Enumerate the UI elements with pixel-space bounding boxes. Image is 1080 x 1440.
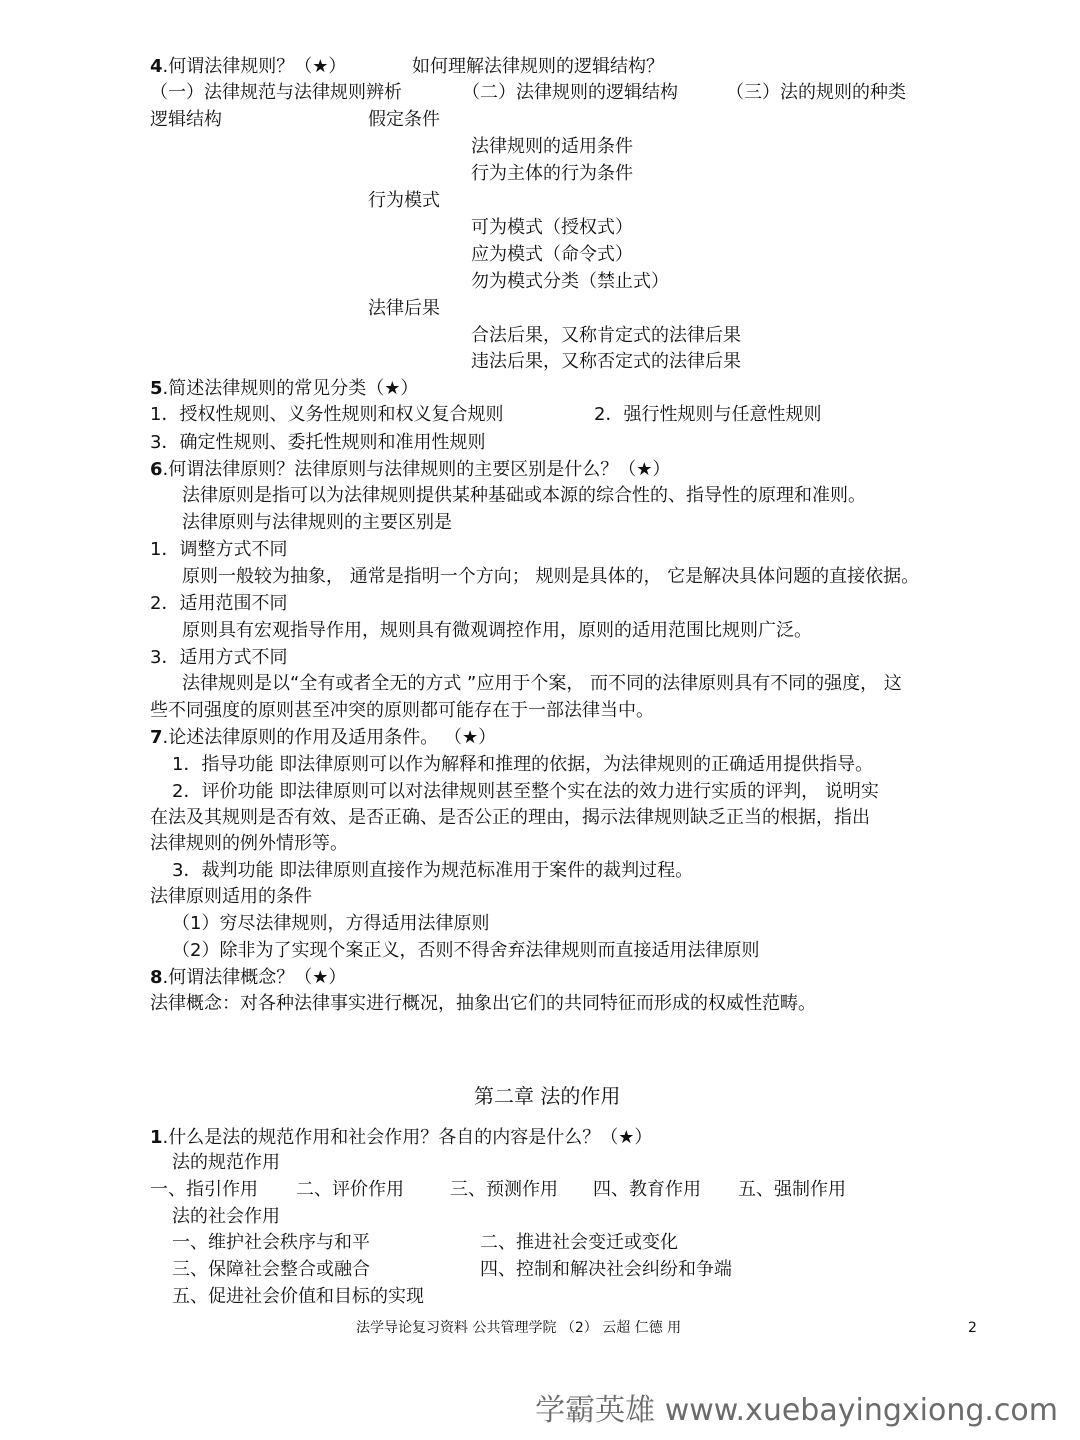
q8-definition: 法律概念：对各种法律事实进行概况，抽象出它们的共同特征而形成的权威性范畴。 (150, 993, 816, 1014)
norm-function-label: 法的规范作用 (172, 1152, 280, 1173)
q6-diff-1-text: 原则一般较为抽象， 通常是指明一个方向； 规则是具体的， 它是解决具体问题的直接依据。 (182, 566, 920, 587)
q4-part-1: （一）法律规范与法律规则辨析 (150, 82, 402, 103)
q5-item: 2．强行性规则与任意性规则 (594, 404, 822, 425)
q7-number: 7 (150, 727, 163, 748)
consequence-item: 合法后果，又称肯定式的法律后果 (471, 325, 741, 346)
q7-function-2: 2．评价功能 即法律原则可以对法律规则甚至整个实在法的效力进行实质的评判， 说明实 (172, 781, 879, 802)
q6-title: .何谓法律原则？法律原则与法律规则的主要区别是什么？（★） (162, 459, 671, 480)
chapter-title: 第二章 法的作用 (474, 1084, 621, 1108)
ch2-q1-number: 1 (150, 1127, 163, 1148)
consequence-label: 法律后果 (368, 298, 440, 319)
q6-diff-3-text-cont: 些不同强度的原则甚至冲突的原则都可能存在于一部法律当中。 (150, 700, 654, 721)
q4-subtitle: 如何理解法律规则的逻辑结构？ (412, 56, 664, 77)
q7-condition-2: （2）除非为了实现个案正义，否则不得舍弃法律规则而直接适用法律原则 (172, 940, 760, 961)
behavior-item: 应为模式（命令式） (471, 244, 633, 265)
behavior-item: 勿为模式分类（禁止式） (471, 271, 669, 292)
q7-function-1: 1．指导功能 即法律原则可以作为解释和推理的依据，为法律规则的正确适用提供指导。 (172, 754, 874, 775)
q4-part-3: （三）法的规则的种类 (726, 82, 906, 103)
q7-heading (150, 727, 496, 749)
ch2-q1-heading (150, 1127, 652, 1149)
q6-diff-intro: 法律原则与法律规则的主要区别是 (182, 512, 452, 533)
q5-item: 3．确定性规则、委托性规则和准用性规则 (150, 432, 486, 453)
q7-function-3: 3．裁判功能 即法律原则直接作为规范标准用于案件的裁判过程。 (172, 860, 694, 881)
social-function-label: 法的社会作用 (172, 1206, 280, 1227)
q6-heading (150, 459, 670, 481)
q4-heading (150, 56, 346, 78)
page-number: 2 (968, 1320, 977, 1336)
assumption-item: 法律规则的适用条件 (471, 136, 633, 157)
q5-number: 5 (150, 378, 163, 399)
social-item: 二、推进社会变迁或变化 (480, 1232, 678, 1253)
social-item: 一、维护社会秩序与和平 (172, 1232, 370, 1253)
ch2-q1-title: .什么是法的规范作用和社会作用？各自的内容是什么？（★） (162, 1127, 653, 1148)
q8-heading (150, 967, 346, 989)
q6-diff-3-text: 法律规则是以“全有或者全无的方式 ”应用于个案， 而不同的法律原则具有不同的强度， 这 (182, 673, 902, 694)
q8-title: .何谓法律概念？（★） (162, 967, 347, 988)
q6-diff-3: 3．适用方式不同 (150, 647, 288, 668)
assumption-item: 行为主体的行为条件 (471, 163, 633, 184)
q7-function-2-cont: 在法及其规则是否有效、是否正确、是否公正的理由，揭示法律规则缺乏正当的根据，指出 (150, 807, 870, 828)
social-item: 五、促进社会价值和目标的实现 (172, 1286, 424, 1307)
logic-structure-label: 逻辑结构 (150, 109, 222, 130)
page-footer: 法学导论复习资料 公共管理学院 （2） 云超 仁德 用 (356, 1320, 682, 1336)
norm-item: 五、强制作用 (738, 1179, 846, 1200)
q7-condition-1: （1）穷尽法律规则，方得适用法律原则 (172, 913, 490, 934)
assumption-label: 假定条件 (368, 109, 440, 130)
q6-diff-1: 1．调整方式不同 (150, 539, 288, 560)
watermark: 学霸英雄 www.xuebayingxiong.com (535, 1393, 1058, 1428)
q4-part-2: （二）法律规则的逻辑结构 (462, 82, 678, 103)
q6-diff-2: 2．适用范围不同 (150, 593, 288, 614)
norm-item: 二、评价作用 (296, 1179, 404, 1200)
norm-item: 三、预测作用 (450, 1179, 558, 1200)
norm-item: 一、指引作用 (150, 1179, 258, 1200)
behavior-item: 可为模式（授权式） (471, 217, 633, 238)
q6-diff-2-text: 原则具有宏观指导作用，规则具有微观调控作用，原则的适用范围比规则广泛。 (182, 620, 812, 641)
norm-item: 四、教育作用 (593, 1179, 701, 1200)
q7-conditions-title: 法律原则适用的条件 (150, 886, 312, 907)
social-item: 三、保障社会整合或融合 (172, 1259, 370, 1280)
social-item: 四、控制和解决社会纠纷和争端 (480, 1259, 732, 1280)
q8-number: 8 (150, 967, 163, 988)
q4-title: .何谓法律规则？（★） (162, 56, 347, 77)
q5-item: 1．授权性规则、义务性规则和权义复合规则 (150, 404, 504, 425)
q5-heading (150, 378, 418, 400)
q6-definition: 法律原则是指可以为法律规则提供某种基础或本源的综合性的、指导性的原理和准则。 (182, 485, 866, 506)
q7-function-2-cont: 法律规则的例外情形等。 (150, 833, 348, 854)
q6-number: 6 (150, 459, 163, 480)
consequence-item: 违法后果，又称否定式的法律后果 (471, 351, 741, 372)
behavior-label: 行为模式 (368, 190, 440, 211)
q5-title: .简述法律规则的常见分类（★） (162, 378, 419, 399)
q7-title: .论述法律原则的作用及适用条件。 （★） (162, 727, 497, 748)
q4-number: 4 (150, 56, 163, 77)
